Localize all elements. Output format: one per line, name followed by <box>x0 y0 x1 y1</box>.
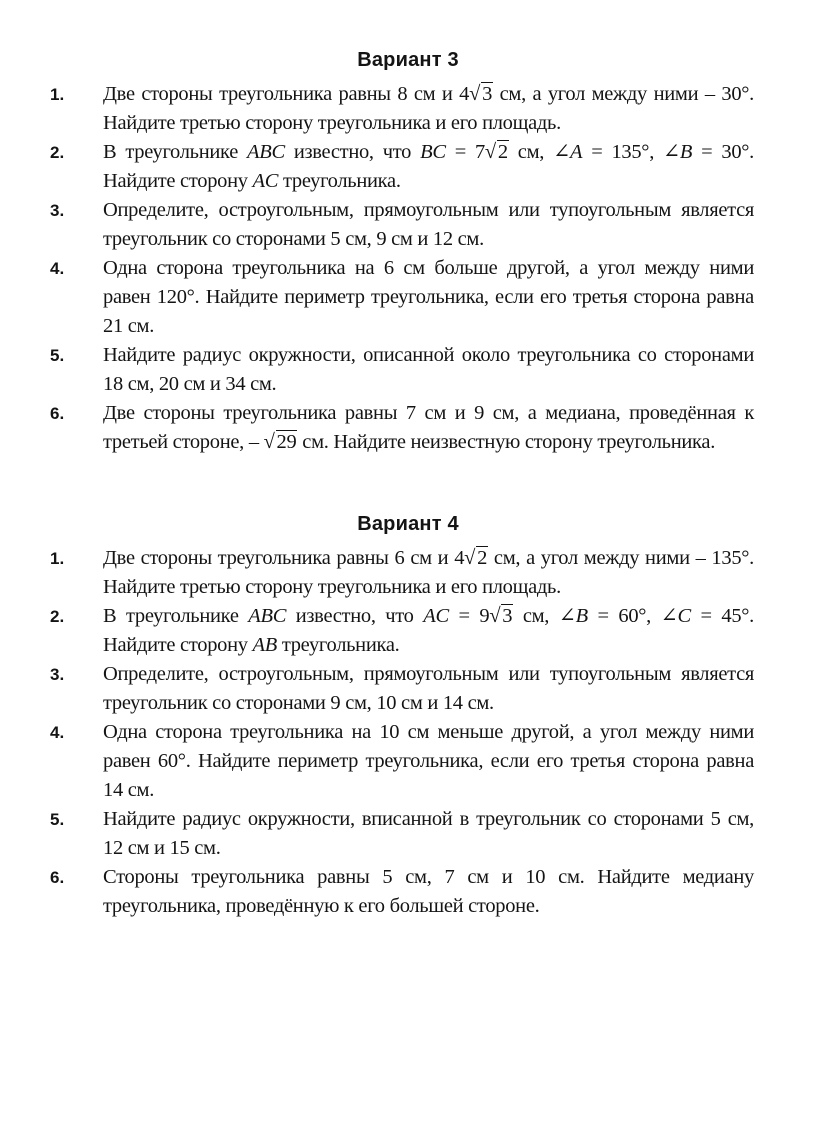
radicand: 2 <box>477 547 488 569</box>
radicand: 3 <box>502 605 513 627</box>
problem-text: Одна сторона треугольника на 6 см больше другой, а угол между ними равен 120°. Найдите периметр треугольника, если его третья сторона равна 21 см. <box>103 257 754 337</box>
problem-text: Найдите радиус окружности, описанной около треугольника со сторонами 18 см, 20 см и 34 см. <box>103 344 754 395</box>
math-symbol: ∠B <box>663 141 693 163</box>
problem-number: 3. <box>50 201 65 220</box>
problem-text: = <box>445 141 475 163</box>
problem-number: 6. <box>50 404 65 423</box>
problem-text: Определите, остроугольным, прямоугольным или тупоугольным является треугольник со сторонами 5 см, 9 см и 12 см. <box>103 199 754 250</box>
math-symbol: ∠B <box>558 605 588 627</box>
radical-expression <box>454 544 488 573</box>
radical-expression <box>479 602 513 631</box>
problem-text: см, а угол между ними – 135°. Найдите третью сторону треугольника и его площадь. <box>103 547 754 598</box>
problem-text: Стороны треугольника равны 5 см, 7 см и 10 см. Найдите медиану треугольника, проведённую к его большей стороне. <box>103 866 754 917</box>
problem-text: см. Найдите неизвестную сторону треугольника. <box>297 431 716 453</box>
radical-expression <box>459 80 493 109</box>
problem-number: 6. <box>50 868 65 887</box>
problem-text: треугольника. <box>278 170 401 192</box>
problem-text: известно, что <box>286 605 424 627</box>
problem-text: = <box>448 605 480 627</box>
problem-item <box>0 254 816 341</box>
sqrt-icon: √ <box>469 83 481 105</box>
math-symbol: AB <box>252 634 277 656</box>
problem-number: 5. <box>50 346 65 365</box>
problem-text: В треугольнике <box>103 141 247 163</box>
problem-item <box>0 660 816 718</box>
radicand: 3 <box>482 83 493 105</box>
problem-number: 3. <box>50 665 65 684</box>
radical-expression <box>264 428 298 457</box>
variant-4-section <box>0 510 816 921</box>
math-symbol: AC <box>423 605 449 627</box>
problem-text: = 30°. Найдите сторону <box>103 141 754 192</box>
problem-text: Две стороны треугольника равны 7 см и 9 см, а медиана, проведённая к третьей стороне, – <box>103 402 754 453</box>
math-symbol: AC <box>252 170 279 192</box>
problem-number: 1. <box>50 85 65 104</box>
problem-list <box>0 544 816 921</box>
problem-text: = 60°, <box>587 605 661 627</box>
problem-item <box>0 341 816 399</box>
variant-3-section <box>0 46 816 457</box>
problem-item <box>0 718 816 805</box>
radical-expression <box>475 138 509 167</box>
radical-coefficient: 7 <box>474 141 485 163</box>
problem-text: см, <box>508 141 554 163</box>
sqrt-icon: √ <box>263 431 275 453</box>
problem-item <box>0 138 816 196</box>
math-symbol: ABC <box>248 605 287 627</box>
problem-list <box>0 80 816 457</box>
problem-text: см, <box>513 605 559 627</box>
radical-coefficient: 9 <box>479 605 490 627</box>
problem-item <box>0 399 816 457</box>
problem-text: Две стороны треугольника равны 6 см и <box>103 547 455 569</box>
problem-text: треугольника. <box>277 634 400 656</box>
problem-item <box>0 196 816 254</box>
problem-text: Одна сторона треугольника на 10 см меньше другой, а угол между ними равен 60°. Найдите периметр треугольника, если его третья сторона равна 14 см. <box>103 721 754 801</box>
sqrt-icon: √ <box>489 605 501 627</box>
problem-text: = 45°. Найдите сторону <box>103 605 755 656</box>
problem-text: В треугольнике <box>103 605 249 627</box>
sqrt-icon: √ <box>484 141 496 163</box>
problem-item <box>0 805 816 863</box>
problem-text: Две стороны треугольника равны 8 см и <box>103 83 460 105</box>
problem-number: 5. <box>50 810 65 829</box>
problem-item <box>0 863 816 921</box>
math-symbol: BC <box>420 141 446 163</box>
problem-item <box>0 544 816 602</box>
problem-number: 1. <box>50 549 65 568</box>
problem-item <box>0 602 816 660</box>
radicand: 2 <box>497 141 508 163</box>
math-symbol: ∠A <box>553 141 583 163</box>
sqrt-icon: √ <box>464 547 476 569</box>
problem-text: = 135°, <box>582 141 664 163</box>
math-symbol: ∠C <box>660 605 691 627</box>
radical-coefficient: 4 <box>459 83 470 105</box>
problem-number: 2. <box>50 143 65 162</box>
problem-text: Определите, остроугольным, прямоугольным или тупоугольным является треугольник со сторонами 9 см, 10 см и 14 см. <box>103 663 754 714</box>
problem-item <box>0 80 816 138</box>
problem-text: Найдите радиус окружности, вписанной в треугольник со сторонами 5 см, 12 см и 15 см. <box>103 808 754 859</box>
variant-title: Вариант 4 <box>357 513 459 535</box>
problem-number: 4. <box>50 723 65 742</box>
problem-number: 4. <box>50 259 65 278</box>
radicand: 29 <box>276 431 297 453</box>
variant-title: Вариант 3 <box>357 49 459 71</box>
math-symbol: ABC <box>247 141 285 163</box>
problem-number: 2. <box>50 607 65 626</box>
problem-text: известно, что <box>284 141 421 163</box>
problem-text: см, а угол между ними – 30°. Найдите третью сторону треугольника и его площадь. <box>103 83 754 134</box>
radical-coefficient: 4 <box>454 547 465 569</box>
